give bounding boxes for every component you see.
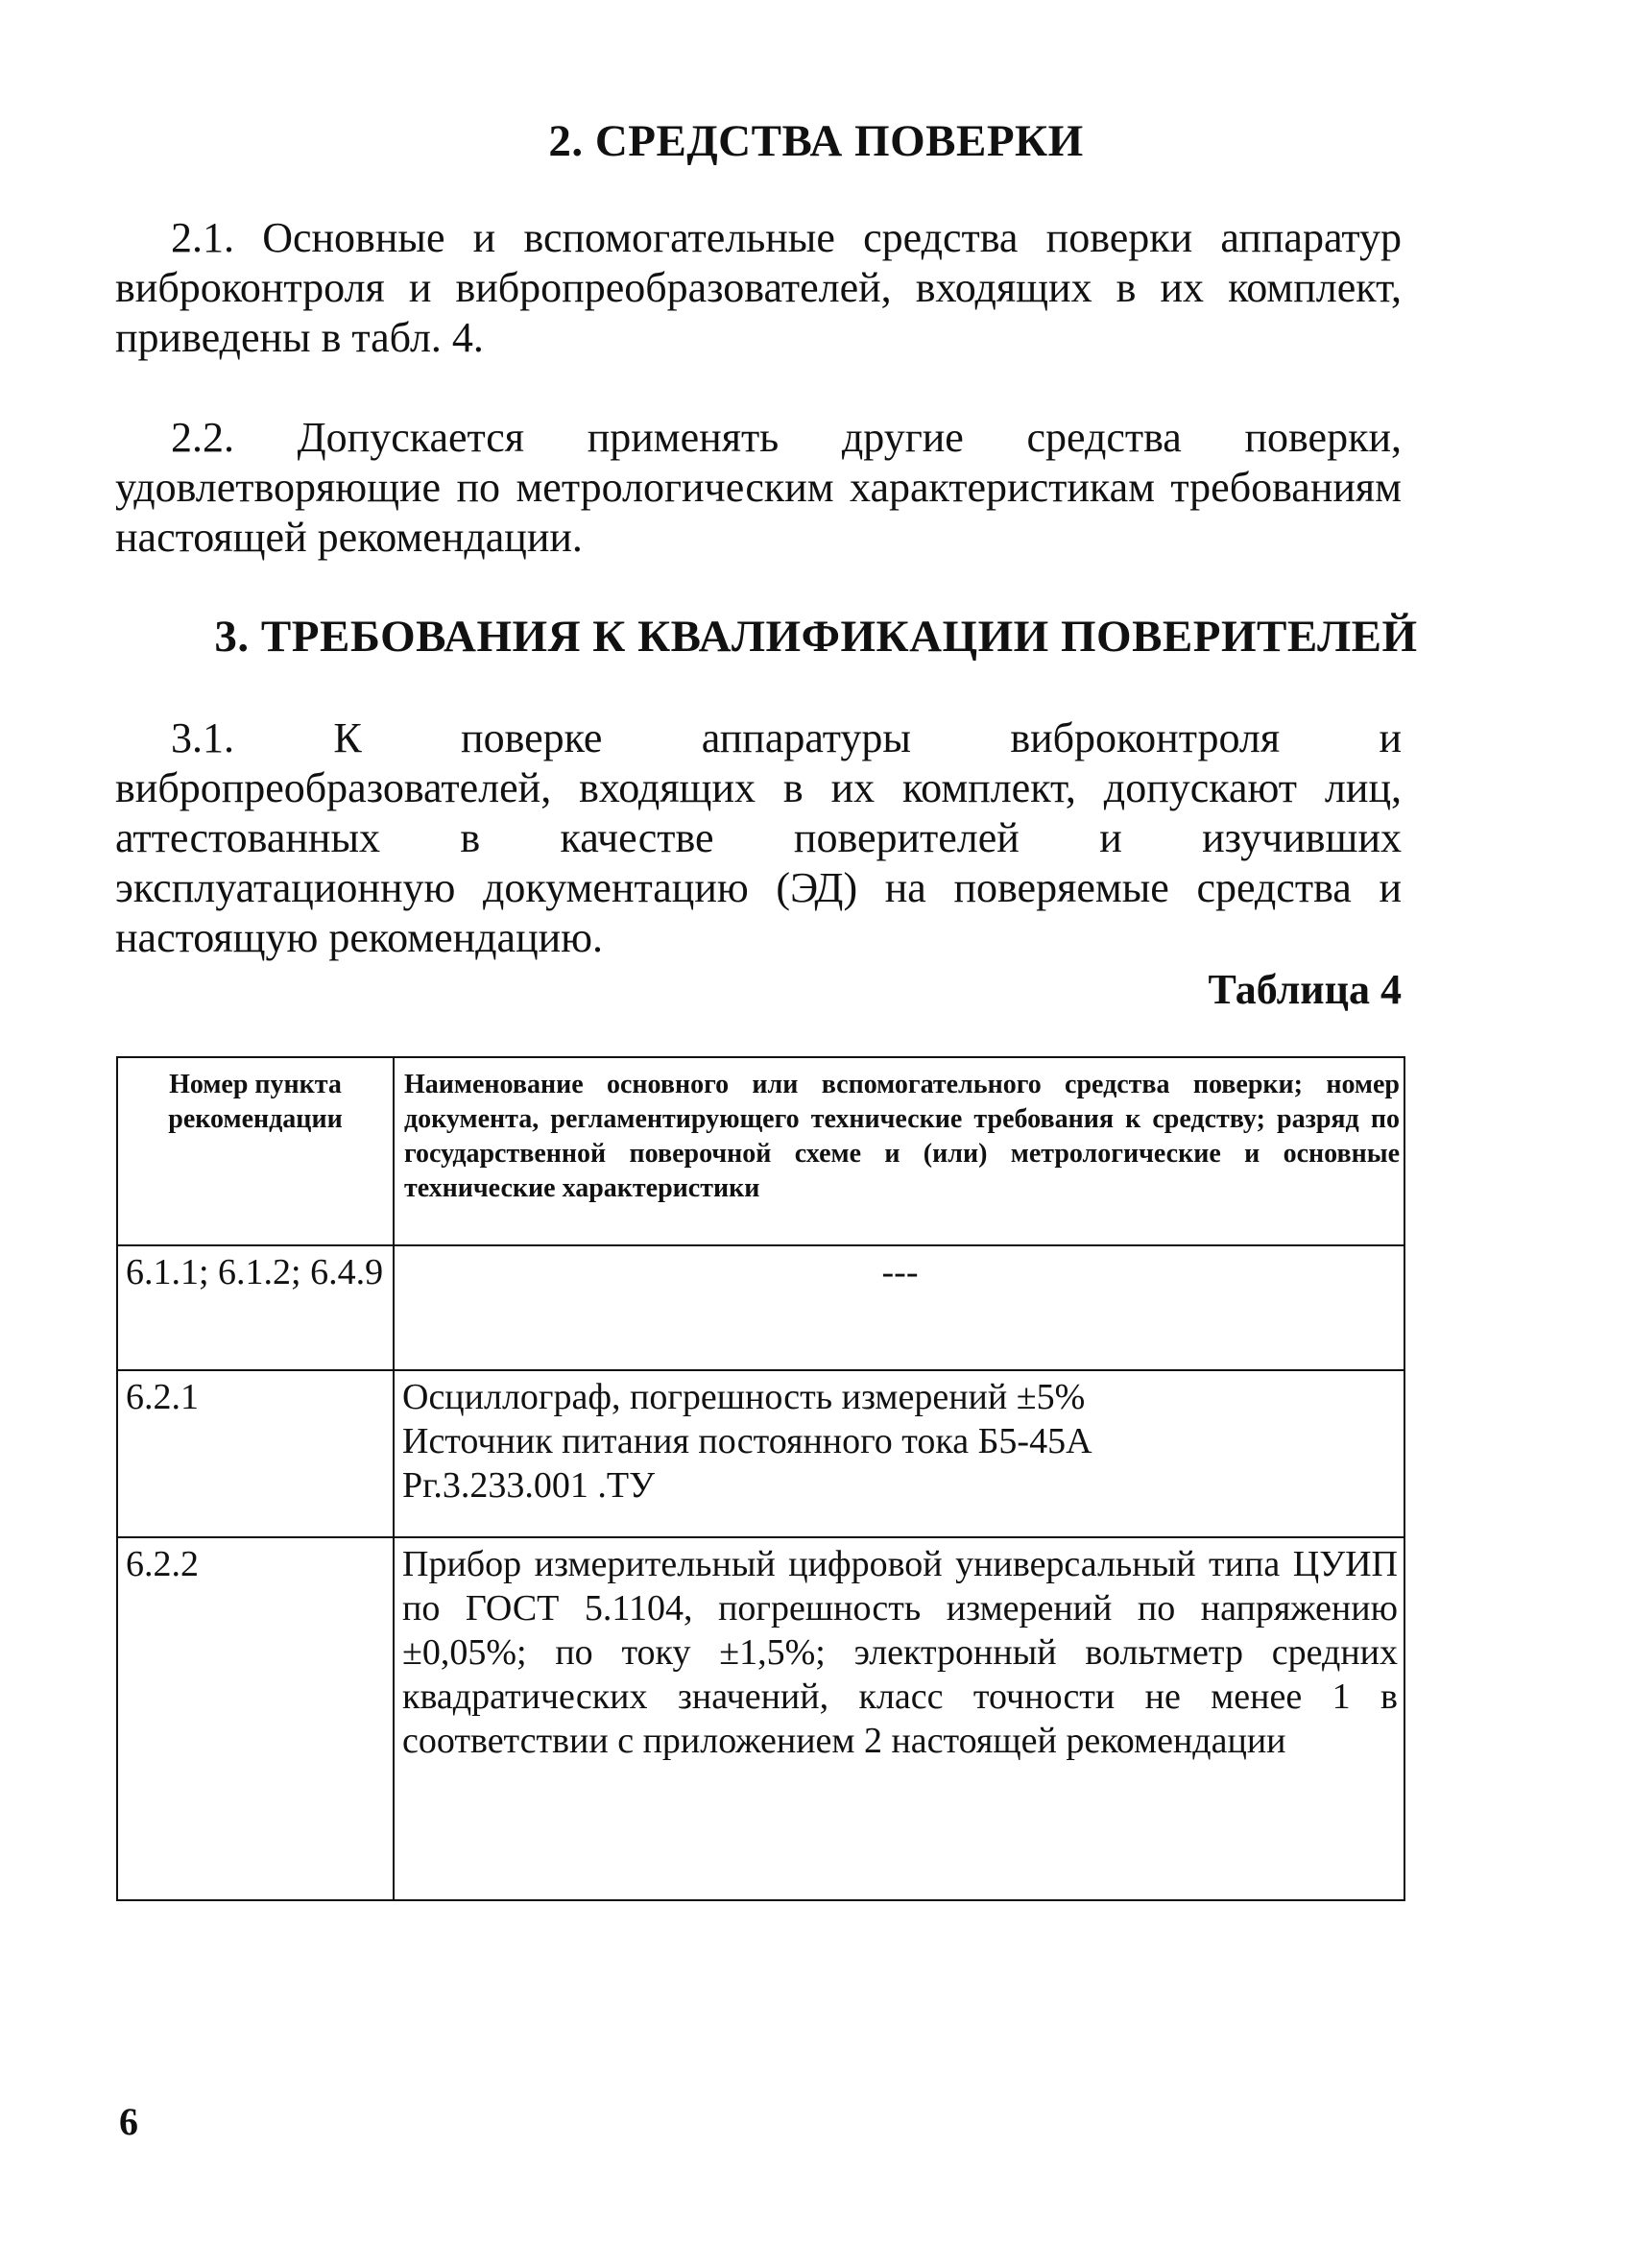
row-tool-description: --- [394, 1245, 1404, 1370]
table-caption: Таблица 4 [1208, 966, 1402, 1013]
paragraph-2-1: 2.1. Основные и вспомогательные средства поверки аппаратур виброконтроля и вибропреобразователей, входящих в их комплект, приведены в табл. 4. [115, 214, 1402, 361]
table-row [117, 1537, 1404, 1900]
header-tool-description: Наименование основного или вспомогательного средства поверки; номер документа, регламентирующего технические требования к средству; разряд по государственной поверочной схеме и (или) метрологические и основные технические характеристики [394, 1057, 1404, 1245]
tool-line: Осциллограф, погрешность измерений ±5% [402, 1377, 1086, 1417]
verification-tools-table [116, 1056, 1405, 1901]
table-row [117, 1245, 1404, 1370]
tool-line: Рг.3.233.001 .ТУ [402, 1465, 656, 1506]
section-2-heading: 2. СРЕДСТВА ПОВЕРКИ [548, 116, 1084, 166]
row-item-number: 6.1.1; 6.1.2; 6.4.9 [117, 1245, 394, 1370]
header-item-number: Номер пункта рекомендации [117, 1057, 394, 1245]
paragraph-3-1: 3.1. К поверке аппаратуры виброконтроля и вибропреобразователей, входящих в их комплект, допускают лиц, аттестованных в качестве поверителей и изучивших эксплуатационную документацию (ЭД) на поверяемые средства и настоящую рекомендацию. [115, 714, 1402, 961]
row-item-number: 6.2.1 [117, 1370, 394, 1537]
table-header-row [117, 1057, 1404, 1245]
section-3-heading: 3. ТРЕБОВАНИЯ К КВАЛИФИКАЦИИ ПОВЕРИТЕЛЕЙ [214, 612, 1418, 662]
row-item-number: 6.2.2 [117, 1537, 394, 1900]
row-tool-description: Прибор измерительный цифровой универсальный типа ЦУИП по ГОСТ 5.1104, погрешность измерений по напряжению ±0,05%; по току ±1,5%; электронный вольтметр средних квадратических значений, класс точности не менее 1 в соответствии с приложением 2 настоящей рекомендации [394, 1537, 1404, 1900]
row-tool-description [394, 1370, 1404, 1537]
page-number: 6 [119, 2100, 138, 2143]
tool-line: Источник питания постоянного тока Б5-45А [402, 1421, 1092, 1461]
table-row [117, 1370, 1404, 1537]
paragraph-2-2: 2.2. Допускается применять другие средства поверки, удовлетворяющие по метрологическим характеристикам требованиям настоящей рекомендации. [115, 414, 1402, 561]
